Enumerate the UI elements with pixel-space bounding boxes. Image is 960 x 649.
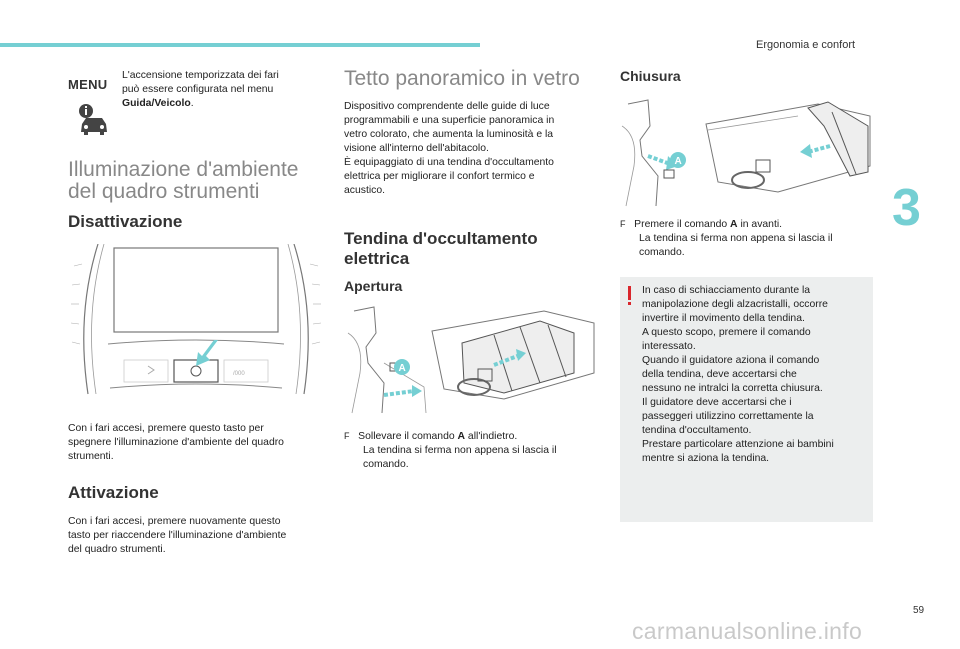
- menu-path: Guida/Veicolo: [122, 98, 191, 109]
- instrument-panel-illustration: [68, 244, 324, 396]
- menu-note-text: L'accensione temporizzata dei fari può essere configurata nel menu Guida/Veicolo.: [122, 70, 279, 109]
- activation-heading: Attivazione: [68, 483, 159, 502]
- closing-callout-a: A: [674, 156, 682, 167]
- page-number: 59: [913, 605, 925, 616]
- ambient-title: Illuminazione d'ambiente del quadro strumenti: [68, 158, 299, 203]
- roof-intro: Dispositivo comprendente delle guide di luce programmabili e una superficie panoramica in vetro colorato, che aumenta la luminosità e la visione all'interno dell'abitacolo. È equipaggiato di una tendina d'occultamento elettrica per migliorare il confort termico e acustico.: [344, 101, 555, 196]
- bullet-marker: F: [344, 431, 350, 441]
- chapter-number: 3: [892, 179, 921, 237]
- menu-icon: MENU: [68, 77, 108, 92]
- panel-button-label: /000: [233, 371, 245, 377]
- closing-heading: Chiusura: [620, 68, 681, 84]
- blind-title: Tendina d'occultamento elettrica: [344, 229, 538, 268]
- closing-instruction: F Premere il comando A in avanti. La tendina si ferma non appena si lascia il comando.: [620, 219, 833, 258]
- watermark: carmanualsonline.info: [632, 618, 863, 644]
- warning-exclamation-dot: [628, 302, 631, 305]
- header-accent-bar: [0, 43, 480, 47]
- deactivation-text: Con i fari accesi, premere questo tasto per spegnere l'illuminazione d'ambiente del quadro strumenti.: [68, 423, 284, 462]
- opening-heading: Apertura: [344, 278, 403, 294]
- opening-illustration: [344, 303, 600, 421]
- vehicle-info-icon: [76, 102, 112, 138]
- opening-callout-a: A: [398, 363, 406, 374]
- activation-text: Con i fari accesi, premere nuovamente questo tasto per riaccendere l'illuminazione d'ambiente del quadro strumenti.: [68, 516, 287, 555]
- opening-instruction: F Sollevare il comando A all'indietro. La tendina si ferma non appena si lascia il comando.: [344, 431, 557, 470]
- section-title: Ergonomia e confort: [756, 39, 856, 51]
- warning-text: In caso di schiacciamento durante la manipolazione degli alzacristalli, occorre invertire il movimento della tendina. A questo scopo, premere il comando interessato. Quando il guidatore aziona il comando della tendina, deve accertarsi che nessuno ne intralci la corretta chiusura. Il guidatore deve accertarsi che i passeggeri utilizzino correttamente la tendina d'occultamento. Prestare particolare attenzione ai bambini mentre si aziona la tendina.: [642, 285, 834, 464]
- closing-illustration: [618, 96, 874, 214]
- roof-title: Tetto panoramico in vetro: [344, 67, 580, 90]
- bullet-marker: F: [620, 219, 626, 229]
- warning-exclamation-icon: [628, 286, 631, 300]
- deactivation-heading: Disattivazione: [68, 212, 183, 231]
